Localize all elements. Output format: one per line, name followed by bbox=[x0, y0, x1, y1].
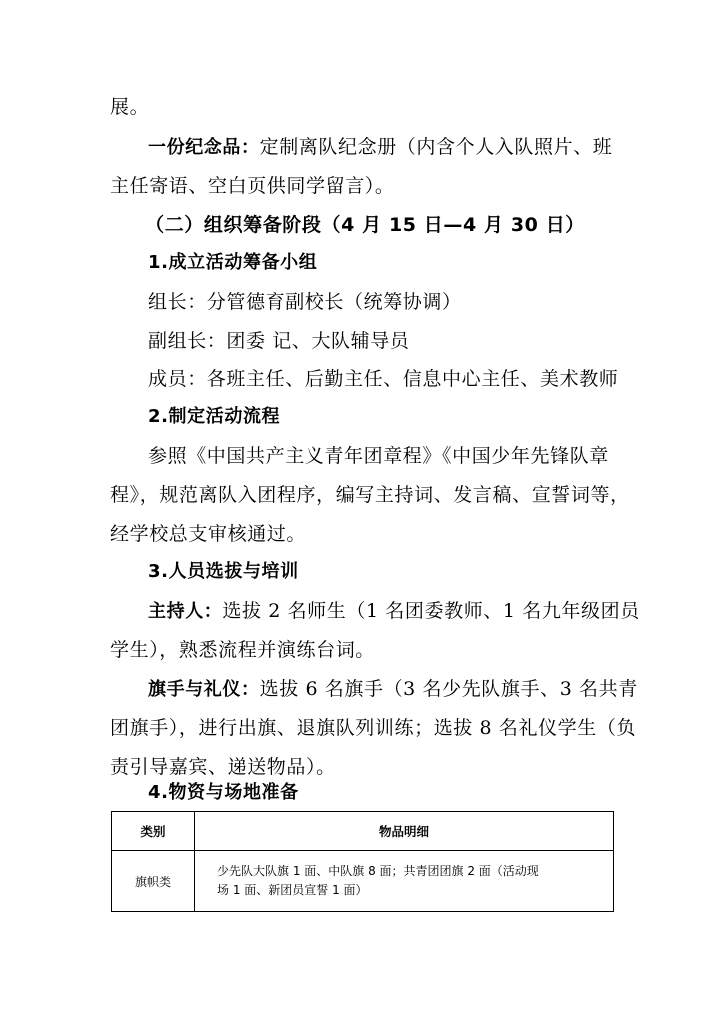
host-continuation: 学生），熟悉流程并演练台词。 bbox=[110, 639, 375, 661]
cell-detail bbox=[195, 851, 614, 912]
host-label: 主持人： bbox=[148, 601, 223, 622]
flow-line-2: 程》，规范离队入团程序，编写主持词、发言稿、宣誓词等， bbox=[110, 484, 630, 506]
flow-line-3: 经学校总支审核通过。 bbox=[110, 523, 307, 545]
section-heading: （二）组织筹备阶段（4 月 15 日—4 月 30 日） bbox=[145, 214, 585, 236]
flow-line-1: 参照《中国共产主义青年团章程》《中国少年先锋队章 bbox=[148, 445, 609, 467]
souvenir-paragraph bbox=[148, 134, 618, 161]
table-row bbox=[112, 851, 614, 912]
heading-3: 3.人员选拔与培训 bbox=[148, 561, 299, 582]
souvenir-label: 一份纪念品： bbox=[148, 137, 260, 158]
vice-leader-line: 副组长：团委 记、大队辅导员 bbox=[148, 330, 410, 352]
supplies-table bbox=[111, 811, 614, 912]
header-detail: 物品明细 bbox=[195, 812, 614, 851]
souvenir-text: 定制离队纪念册（内含个人入队照片、班 bbox=[259, 136, 613, 158]
host-paragraph bbox=[148, 598, 640, 625]
heading-1: 1.成立活动筹备小组 bbox=[148, 252, 318, 273]
paragraph-tail: 展。 bbox=[110, 96, 150, 118]
members-line: 成员：各班主任、后勤主任、信息中心主任、美术教师 bbox=[148, 368, 619, 390]
leader-line: 组长：分管德育副校长（统筹协调） bbox=[148, 291, 462, 313]
host-text: 选拔 2 名师生（1 名团委教师、1 名九年级团员 bbox=[222, 600, 640, 622]
detail-line-2: 场 1 面、新团员宣誓 1 面） bbox=[217, 883, 368, 897]
flag-label: 旗手与礼仪： bbox=[148, 679, 260, 700]
detail-line-1: 少先队大队旗 1 面、中队旗 8 面；共青团团旗 2 面（活动现 bbox=[217, 864, 539, 878]
heading-2: 2.制定活动流程 bbox=[148, 406, 281, 427]
flag-text: 选拔 6 名旗手（3 名少先队旗手、3 名共青 bbox=[259, 678, 638, 700]
flag-continuation-2: 责引导嘉宾、递送物品）。 bbox=[110, 756, 336, 778]
flag-continuation-1: 团旗手），进行出旗、退旗队列训练；选拔 8 名礼仪学生（负 bbox=[110, 717, 637, 739]
cell-category: 旗帜类 bbox=[112, 851, 195, 912]
header-category: 类别 bbox=[112, 812, 195, 851]
heading-4: 4.物资与场地准备 bbox=[148, 782, 299, 803]
flag-paragraph bbox=[148, 676, 638, 703]
souvenir-continuation: 主任寄语、空白页供同学留言）。 bbox=[110, 175, 395, 197]
table-header-row bbox=[112, 812, 614, 851]
